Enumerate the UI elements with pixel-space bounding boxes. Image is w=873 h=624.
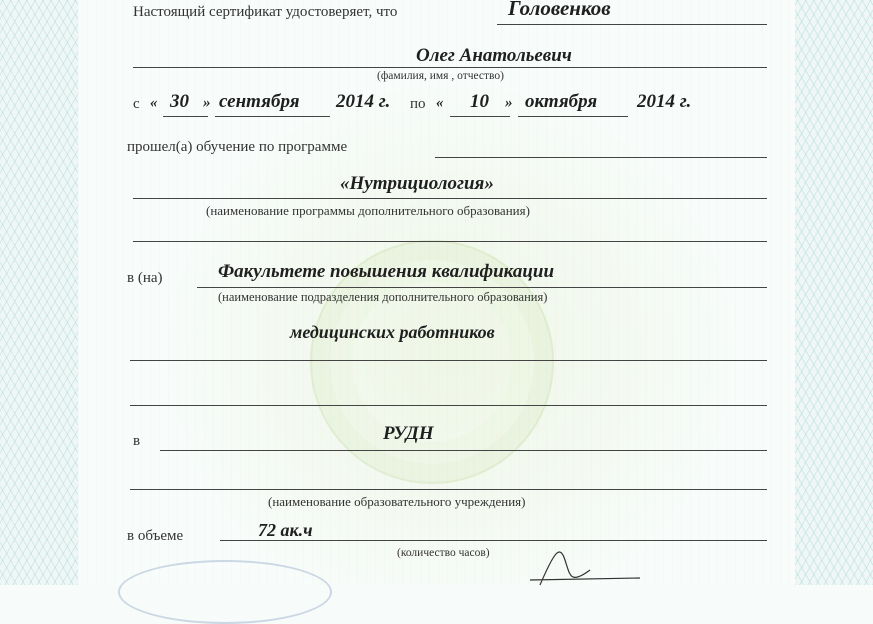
left-guilloche-border: [0, 0, 78, 585]
program-line-2: [133, 198, 767, 199]
faculty-caption: (наименование подразделения дополнительного образования): [218, 290, 548, 304]
stamp-seal: [118, 560, 332, 624]
faculty-line-2: [130, 360, 767, 361]
institution-line-1: [160, 450, 767, 451]
faculty-line1: Факультете повышения квалификации: [218, 261, 555, 282]
date-to-prefix: по: [410, 96, 426, 112]
program-line-3: [133, 241, 767, 242]
date-to-year: 2014 г.: [637, 91, 692, 112]
program-caption: (наименование программы дополнительного образования): [206, 203, 530, 218]
in-at-text: в (на): [127, 270, 163, 286]
close-quote-from: »: [203, 95, 211, 111]
date-to-month: октября: [525, 91, 598, 112]
institution-caption: (наименование образовательного учреждения): [268, 494, 526, 509]
intro-text: Настоящий сертификат удостоверяет, что: [133, 4, 398, 20]
date-from-day: 30: [170, 91, 189, 112]
volume-value: 72 ак.ч: [258, 520, 313, 540]
date-to-month-line: [518, 116, 628, 117]
date-to-day-line: [450, 116, 510, 117]
in-text: в: [133, 433, 141, 449]
date-from-day-line: [163, 116, 208, 117]
close-quote-to: »: [505, 95, 513, 111]
program-line-1: [435, 157, 767, 158]
open-quote-to: «: [436, 95, 444, 111]
fio-caption: (фамилия, имя , отчество): [377, 70, 504, 82]
faculty-line2: медицинских работников: [290, 322, 495, 342]
volume-caption: (количество часов): [397, 547, 490, 559]
volume-text: в объеме: [127, 528, 184, 544]
surname-line: [497, 24, 767, 25]
surname: Головенков: [508, 0, 611, 20]
given-names-line: [133, 67, 767, 68]
program-name: «Нутрициология»: [340, 173, 494, 194]
institution-line-2: [130, 489, 767, 490]
signature-mark: [500, 540, 640, 590]
date-to-day: 10: [470, 91, 489, 112]
given-names: Олег Анатольевич: [416, 45, 572, 66]
date-from-prefix: с: [133, 96, 140, 112]
faculty-line-3: [130, 405, 767, 406]
right-guilloche-border: [795, 0, 873, 585]
faculty-line-1: [197, 287, 767, 288]
date-from-month: сентября: [219, 91, 300, 112]
date-from-month-line: [215, 116, 330, 117]
open-quote-from: «: [150, 95, 158, 111]
trained-text: прошел(а) обучение по программе: [127, 139, 348, 155]
date-from-year: 2014 г.: [336, 91, 391, 112]
institution: РУДН: [383, 423, 434, 444]
